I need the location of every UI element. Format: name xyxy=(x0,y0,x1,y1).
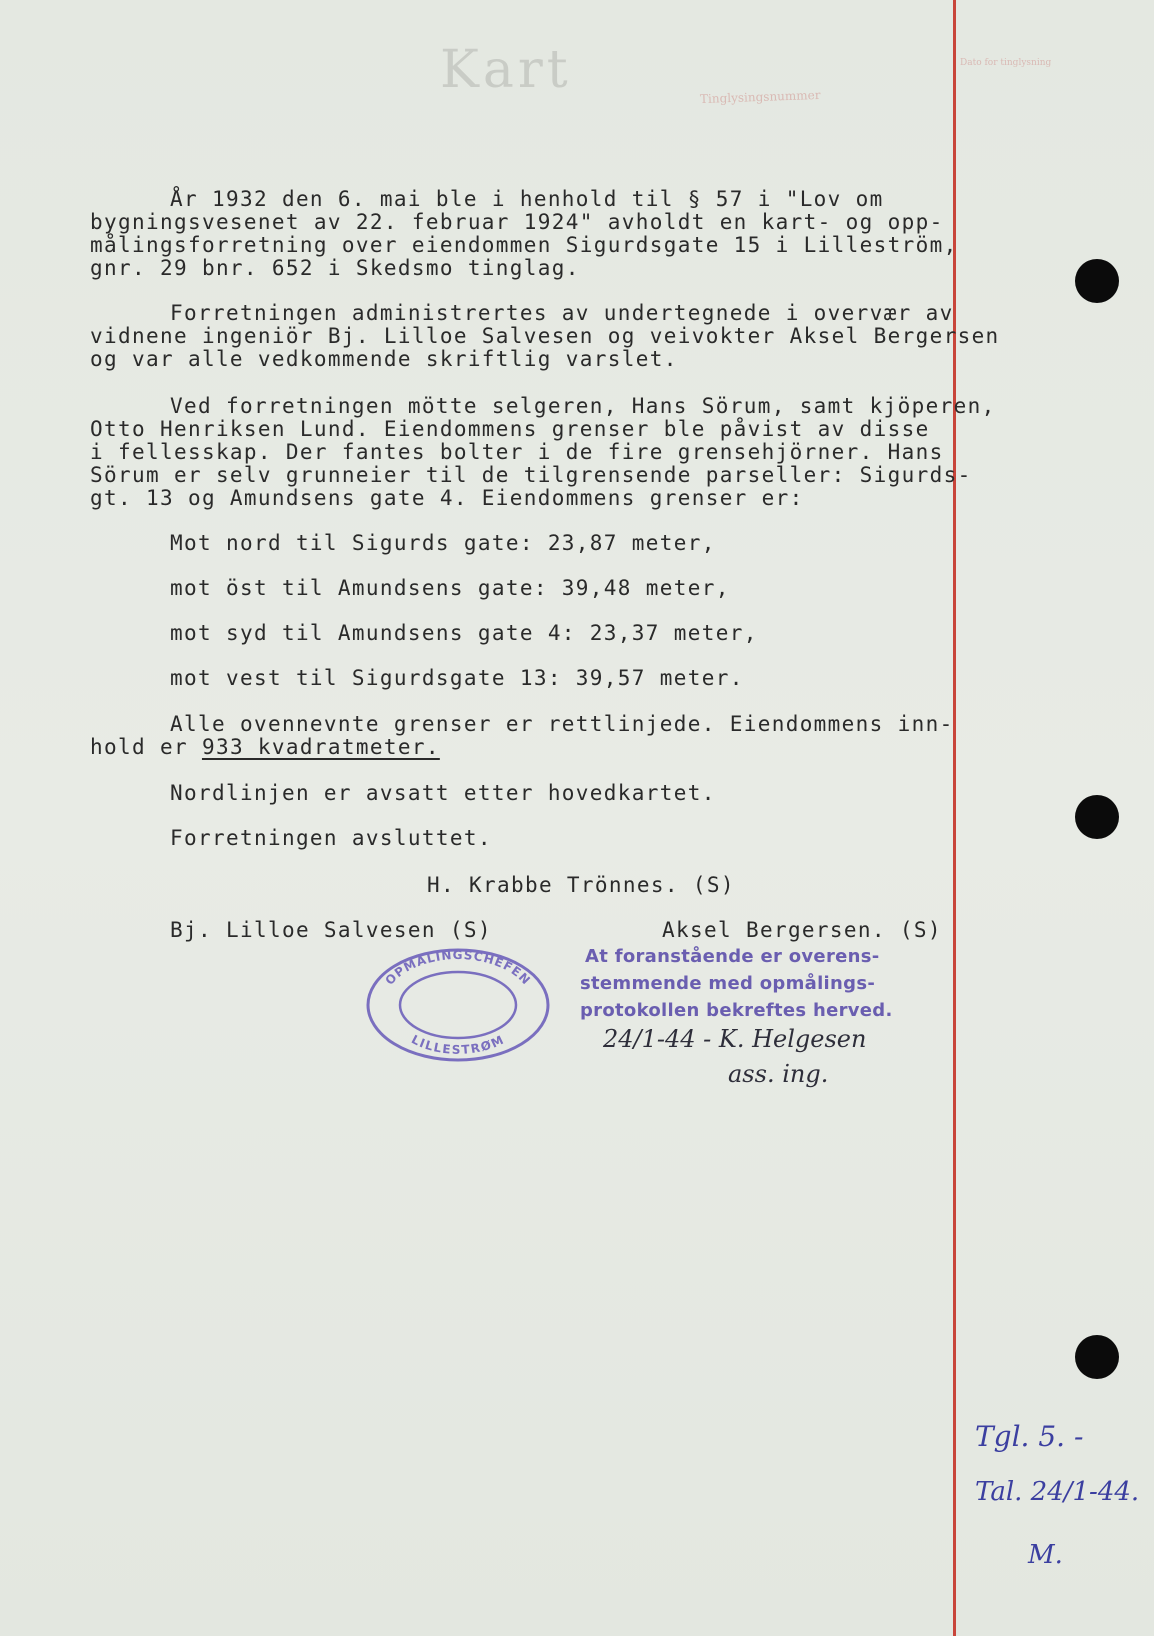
header-printed-left: Dato for tinglysning xyxy=(960,58,1052,68)
text-line: Otto Henriksen Lund. Eiendommens grenser ble påvist av disse xyxy=(90,417,930,441)
text-line: Forretningen administrertes av undertegnede i overvær av xyxy=(170,301,954,325)
text-line: og var alle vedkommende skriftlig varslet. xyxy=(90,347,678,371)
signature-witness-left: Bj. Lilloe Salvesen (S) xyxy=(170,918,492,942)
certification-line: stemmende med opmålings- xyxy=(580,973,876,994)
text-line xyxy=(90,736,440,760)
punch-hole-top xyxy=(1075,259,1119,303)
handwritten-certify-line: 24/1-44 - K. Helgesen xyxy=(603,1025,867,1053)
certification-line: protokollen bekreftes herved. xyxy=(580,1000,893,1021)
text-line: Sörum er selv grunneier til de tilgrensende parseller: Sigurds- xyxy=(90,463,972,487)
stamp-ring-top: OPMÅLINGSCHEFEN xyxy=(382,947,534,988)
text-line: Alle ovennevnte grenser er rettlinjede. Eiendommens inn- xyxy=(170,712,954,736)
margin-note-line: Tgl. 5. - xyxy=(975,1420,1084,1453)
text-line: bygningsvesenet av 22. februar 1924" avholdt en kart- og opp- xyxy=(90,210,944,234)
signature-main: H. Krabbe Trönnes. (S) xyxy=(427,873,735,897)
boundary-south: mot syd til Amundsens gate 4: 23,37 meter, xyxy=(170,621,758,645)
text-line: målingsforretning over eiendommen Sigurdsgate 15 i Lilleström, xyxy=(90,233,958,257)
margin-note-line: Tal. 24/1-44. xyxy=(975,1477,1140,1507)
svg-text:OPMÅLINGSCHEFEN xyxy=(383,948,534,988)
stamp-ring-bottom: LILLESTRØM xyxy=(409,1032,507,1057)
office-stamp xyxy=(363,945,553,1065)
boundary-east: mot öst til Amundsens gate: 39,48 meter, xyxy=(170,576,730,600)
text-line: i fellesskap. Der fantes bolter i de fire grensehjörner. Hans xyxy=(90,440,944,464)
area-prefix: hold er xyxy=(90,735,202,759)
boundary-west: mot vest til Sigurdsgate 13: 39,57 meter. xyxy=(170,666,744,690)
paragraph-5: Nordlinjen er avsatt etter hovedkartet. xyxy=(170,781,716,805)
certification-line: At foranstående er overens- xyxy=(585,946,880,967)
punch-hole-middle xyxy=(1075,795,1119,839)
text-line: vidnene ingeniör Bj. Lilloe Salvesen og veivokter Aksel Bergersen xyxy=(90,324,1000,348)
margin-note-line: M. xyxy=(1028,1540,1063,1570)
svg-text:LILLESTRØM xyxy=(409,1032,507,1057)
signature-witness-right: Aksel Bergersen. (S) xyxy=(662,918,942,942)
boundary-north: Mot nord til Sigurds gate: 23,87 meter, xyxy=(170,531,716,555)
handwritten-certify-title: ass. ing. xyxy=(728,1060,829,1088)
text-line: gt. 13 og Amundsens gate 4. Eiendommens grenser er: xyxy=(90,486,804,510)
header-printed-right: Tinglysingsnummer xyxy=(699,87,821,107)
text-line: År 1932 den 6. mai ble i henhold til § 57 i "Lov om xyxy=(170,187,884,211)
paragraph-6: Forretningen avsluttet. xyxy=(170,826,492,850)
text-line: gnr. 29 bnr. 652 i Skedsmo tinglag. xyxy=(90,256,580,280)
text-line: Ved forretningen mötte selgeren, Hans Sörum, samt kjöperen, xyxy=(170,394,996,418)
punch-hole-bottom xyxy=(1075,1335,1119,1379)
header-title: Kart xyxy=(440,40,572,100)
area-value: 933 kvadratmeter. xyxy=(201,735,440,759)
